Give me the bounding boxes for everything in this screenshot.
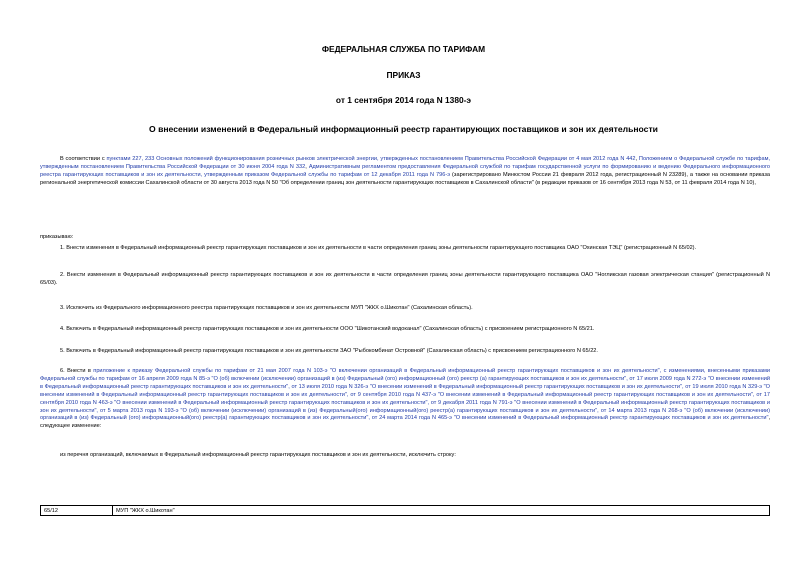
link-order-103e[interactable]: приложение к приказу Федеральной службы по тарифам от 21 мая 2007 года N 103-э "О включении организаций в Федеральный информационный реестр гарантирующих поставщиков и зон их деятельности", с изменениями, внесенными приказами Федеральной службы по тарифам от 16 апреля 2009 года N 85-э "О (об) включении (исключении) организаций в (из) Федеральный (ого) информационный (ого) реестр (а) гарантирующих поставщиков и зон их деятельности", от 17 июля 2009 года N 272-э "О внесении изменений в Федеральный информационный реестр гарантирующих поставщиков и зон их деятельности", от 13 июля 2010 года N 326-э "О внесении изменений в Федеральный информационный реестр гарантирующих поставщиков и зон их деятельности", от 19 июля 2010 года N 329-э "О внесении изменений в Федеральный информационный реестр гарантирующих поставщиков и зон их деятельности", от 9 сентября 2010 года N 437-э "О внесении изменений в Федеральный информационный реестр гарантирующих поставщиков и зон их деятельности", от 17 сентября 2010 года N 463-э "О внесении изменений в Федеральный информационный реестр гарантирующих поставщиков и зон их деятельности", от 9 декабря 2011 года N 791-э "О внесении изменений в Федеральный информационный реестр гарантирующих поставщиков и зон их деятельности", от 5 марта 2013 года N 193-э "О (об) включении (исключении) организаций в (из) Федеральный(ого) информационный(ого) реестр(а) гарантирующих поставщиков и зон их деятельности", от 14 марта 2013 года N 268-э "О (об) включении (исключении) организаций в (из) Федеральный (ого) информационный(ого) реестр(а) гарантирующих поставщиков и зон их деятельности", от 24 марта 2014 года N 465-э "О внесении изменений в Федеральный информационный реестр гарантирующих поставщиков и зон их деятельности" [40,368,770,422]
intro-text-4: (зарегистрировано Минюстом России 21 февраля 2012 года, регистрационный N 23289), а также на основании приказа региональной энергетической комиссии Сахалинской области от 30 августа 2013 года N 50 "Об определении границ зон деятельности гарантирующих поставщиков в Сахалинской области" (в редакции приказов от 16 сентября 2013 года N 53, от 11 февраля 2014 года N 10), [40,171,770,186]
intro-paragraph [40,156,770,188]
table-row [41,506,770,516]
item-1: 1. Внести изменения в Федеральный информационный реестр гарантирующих поставщиков и зон их деятельности в части определения границ зоны деятельности гарантирующего поставщика ОАО "Охинская ТЭЦ" (регистрационный N 65/02). [60,245,697,251]
document-type: ПРИКАЗ [386,70,421,80]
org-name-cell: МУП "ЖКХ о.Шикотан" [113,506,770,516]
intro-text-3: , [305,163,309,170]
document-number: от 1 сентября 2014 года N 1380-э [335,95,472,105]
link-fst-regulation[interactable]: Положением о Федеральной службе по тарифам, утвержденным постановлением Правительства Российской Федерации от 30 июня 2004 года N 332 [40,156,770,170]
item-6-text-2: , следующее изменение: [40,415,770,430]
item-7: из перечня организаций, включаемых в Федеральный информационный реестр гарантирующих поставщиков и зон их деятельности, исключить строку: [60,452,456,458]
item-6-text-1: 6. Внести в [60,368,94,374]
excluded-row-table [40,505,770,516]
link-basic-provisions[interactable]: пунктами 227, 233 Основных положений функционирования розничных рынков электрической энергии, утвержденных постановлением Правительства Российской Федерации от 4 мая 2012 года N 442 [106,156,636,162]
item-4: 4. Включить в Федеральный информационный реестр гарантирующих поставщиков и зон их деятельности ООО "Шикотанский водоканал" (Сахалинская область) с присвоением регистрационного N 65/21. [60,326,595,332]
intro-text-1: В соответствии с [60,156,107,162]
item-3: 3. Исключить из Федерального информационного реестра гарантирующих поставщиков и зон их деятельности МУП "ЖКХ о.Шикотан" (Сахалинская область). [60,305,473,311]
item-6 [40,368,770,431]
item-2: 2. Внести изменения в Федеральный информационный реестр гарантирующих поставщиков и зон их деятельности в части определения границ зоны деятельности гарантирующего поставщика ОАО "Ногликская газовая электрическая станция" (регистрационный N 65/03). [40,272,770,286]
intro-text-2: , [635,156,639,162]
document-title: О внесении изменений в Федеральный информационный реестр гарантирующих поставщиков и зон их деятельности [149,124,658,134]
agency-name: ФЕДЕРАЛЬНАЯ СЛУЖБА ПО ТАРИФАМ [321,44,486,54]
reg-number-cell: 65/12 [41,506,113,516]
order-word: приказываю: [40,234,74,240]
link-admin-regulation[interactable]: Административным регламентом предоставления Федеральной службой по тарифам государственной услуги по формированию и ведению Федерального информационного реестра гарантирующих поставщиков и зон их деятельности, утвержденным приказом Федеральной службы по тарифам от 12 декабря 2011 года N 796-э [40,163,771,178]
item-5: 5. Включить в Федеральный информационный реестр гарантирующих поставщиков и зон их деятельности ЗАО "Рыбокомбинат Островной" (Сахалинская область) с присвоением регистрационного N 65/22. [60,348,598,354]
